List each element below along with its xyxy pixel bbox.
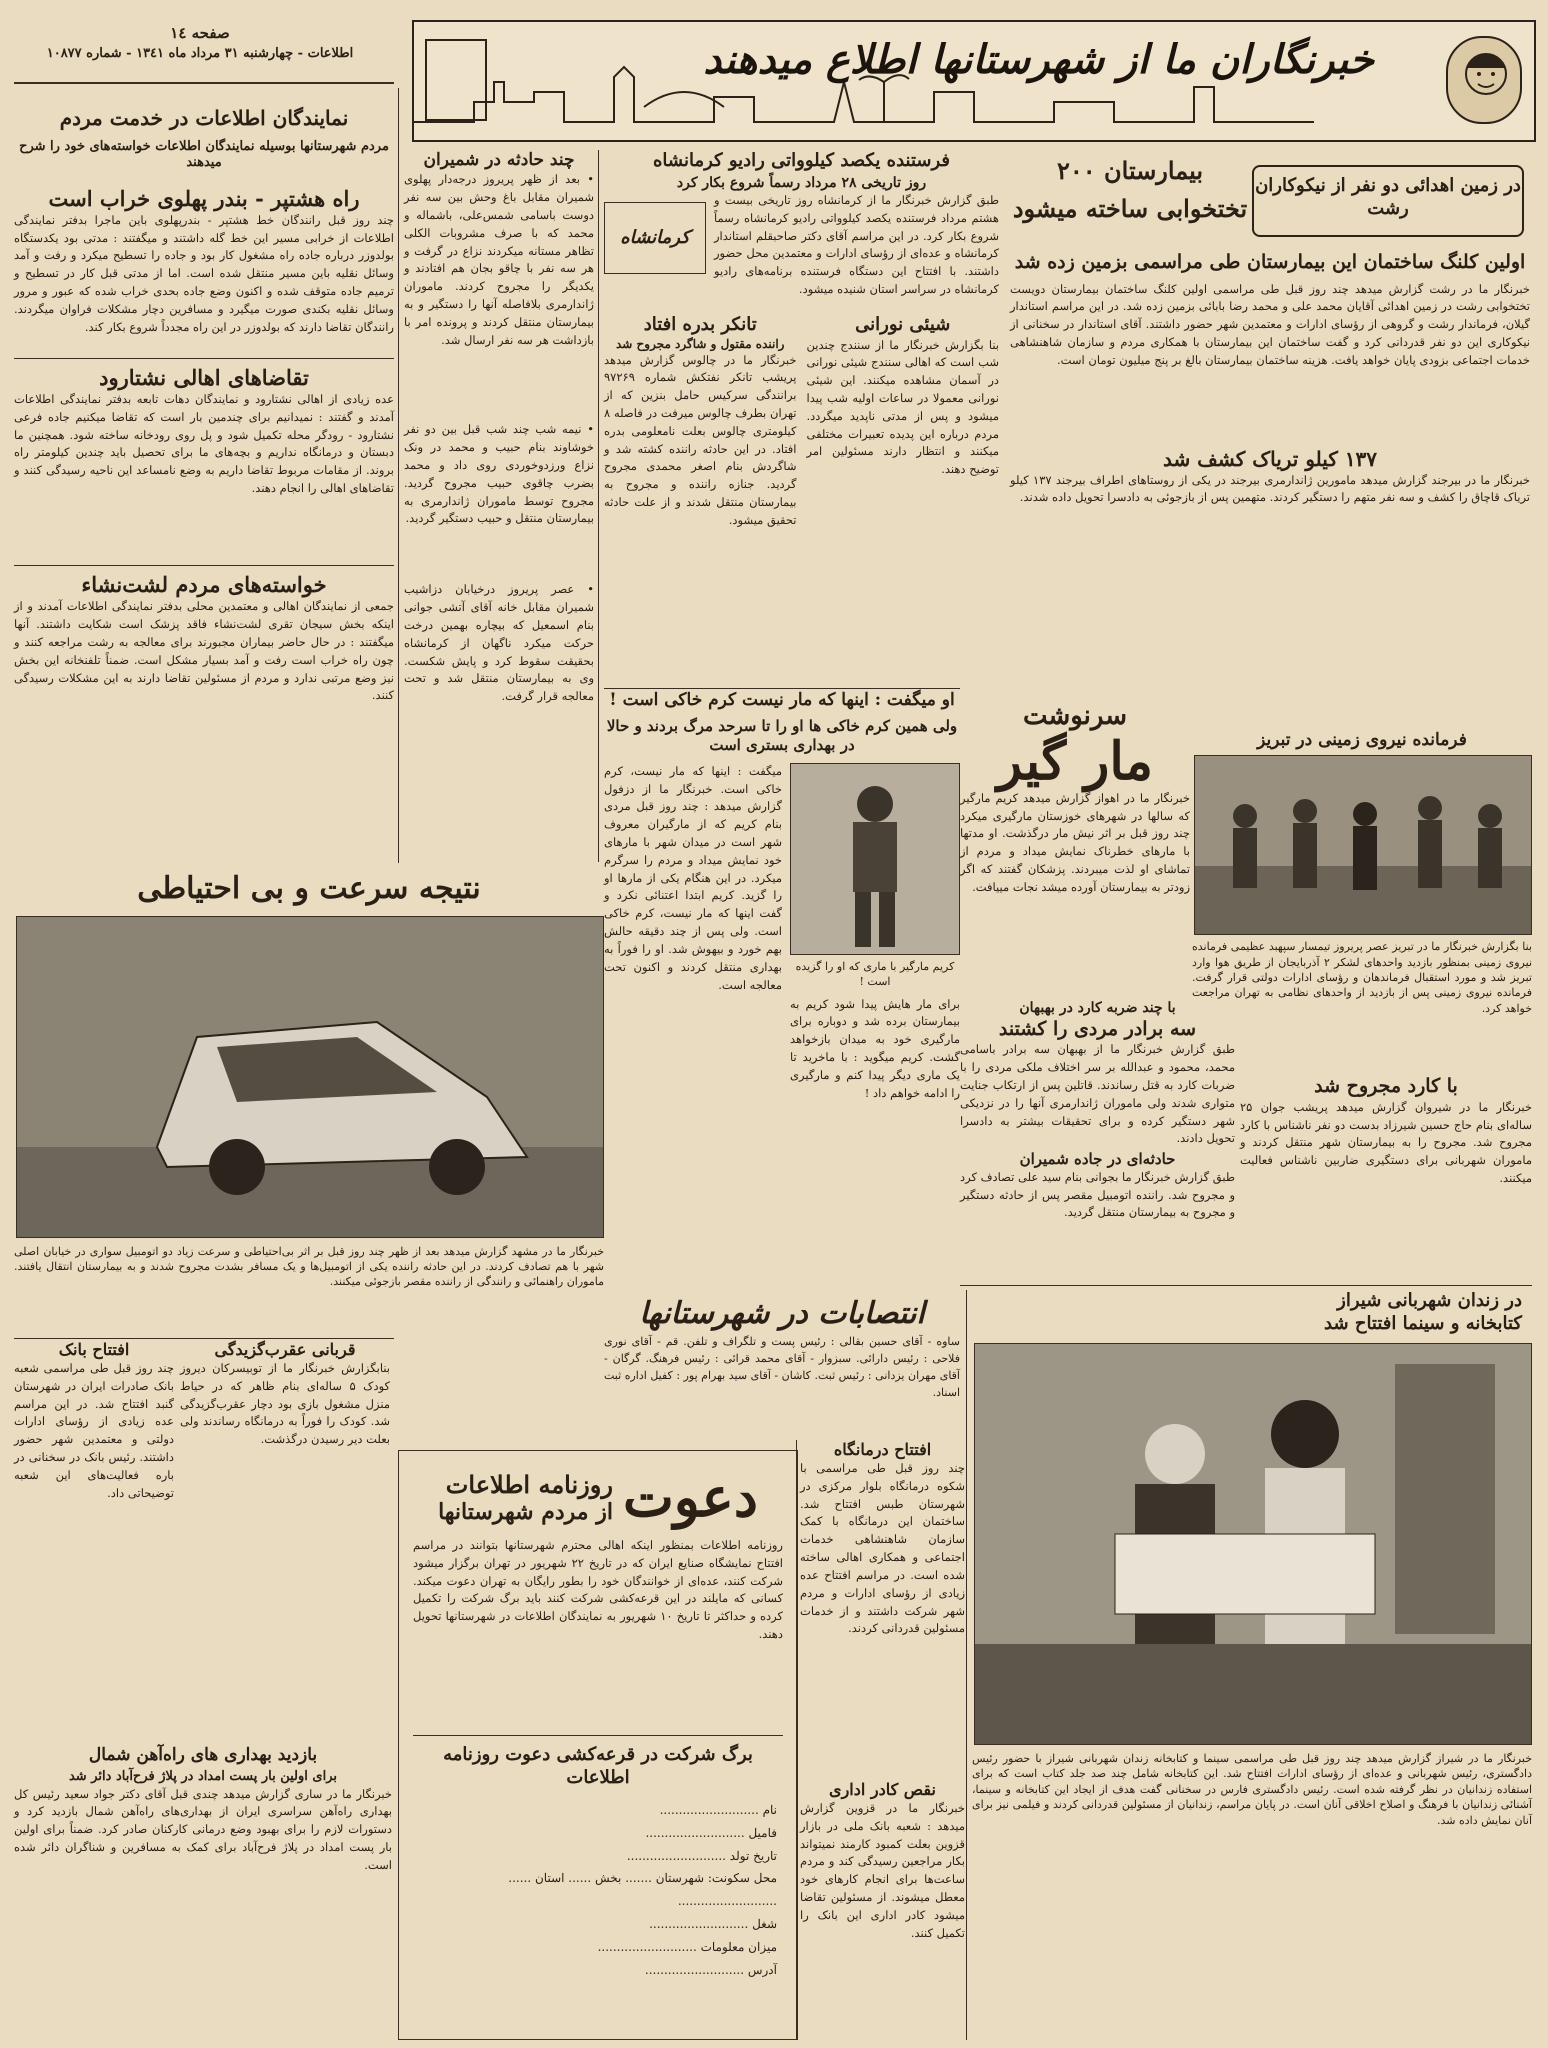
davat-form-title: برگ شرکت در قرعه‌کشی دعوت روزنامه اطلاعات bbox=[443, 1744, 753, 1788]
story-title-radio: فرستنده یکصد کیلوواتی رادیو کرمانشاه bbox=[652, 150, 951, 171]
story-title-tabriz: فرمانده نیروی زمینی در تبریز bbox=[1257, 730, 1467, 750]
ribbon-cutting-icon bbox=[975, 1344, 1531, 1744]
form-field-label: فامیل .......................... bbox=[645, 1825, 777, 1840]
story-title-bank: افتتاح بانک bbox=[58, 1340, 130, 1359]
shemiran-column bbox=[404, 150, 594, 862]
story-title-nashtarud: تقاضاهای اهالی نشتارود bbox=[99, 364, 309, 390]
story-body-rahahan: خبرنگار ما در ساری گزارش میدهد چندی قبل آقای دکتر جواد سعید رئیس کل بهداری راه‌آهن سراسری ایران از بهداری‌های راه‌آهن شمال بازدید کرد و دستورات لازم را برای بهبود وضع درمانی کارکنان صادر کرد. ضمناً برای اولین بار پست امداد در پلاژ فرح‌آباد برای کمک به مسافرین و شناگران دائر شده است. bbox=[14, 1786, 392, 1872]
story-body-taryak: خبرنگار ما در بیرجند گزارش میدهد مامورین ژاندارمری بیرجند در یکی از روستاهای اطراف بیرجند ۱۳۷ کیلو تریاک قاچاق را کشف و سه نفر متهم را دستگیر کردند. متهمین پس از بازجوئی به دادسرا تحویل داده شدند. bbox=[1010, 472, 1530, 505]
margir-block bbox=[960, 700, 1190, 1000]
story-body-shemiran-a: • بعد از ظهر پریروز درجه‌دار پهلوی شمیران مقابل باغ وحش بین سه نفر دوست باسامی شمس‌علی، باشماله و محمد که با صرف مشروبات الکلی تظاهر مستانه میکردند نزاع در گرفت و هر سه نفر با چاقو بجان هم افتادند و یکدیگر را مجروح کردند. ماموران ژاندارمری بلافاصله آنها را دستگیر و به بیمارستان منتقل کردند و پرونده امر با بازداشت هر سه نفر ارسال شد. bbox=[404, 172, 594, 347]
story-body-bebehan: طبق گزارش خبرنگار ما از بهبهان سه برادر باسامی محمد، محمود و عبدالله بر سر اختلاف ملکی مردی را با ضربات کارد به قتل رساندند. قاتلین پس از ارتکاب جنایت متواری شدند ولی ماموران ژاندارمری آنها را در نزدیکی شهر دستگیر کرده و برای تحقیقات بیشتر به دادسرا تحویل دادند. bbox=[960, 1042, 1235, 1146]
entesabat-block bbox=[604, 1295, 960, 1440]
person-figure-icon bbox=[791, 764, 959, 954]
page-number: صفحه ١٤ bbox=[170, 24, 230, 42]
officers-group-icon bbox=[1195, 756, 1531, 934]
hospital-box-title: در زمین اهدائی دو نفر از نیکوکاران رشت bbox=[1255, 175, 1521, 219]
story-title-hashtpar: راه هشتپر - بندر پهلوی خراب است bbox=[48, 185, 360, 211]
form-field-label: محل سکونت: شهرستان ....... بخش ...... استان ...... .......................... bbox=[508, 1871, 777, 1909]
story-body-darmangah: چند روز قبل طی مراسمی با شکوه درمانگاه بلوار مرکزی در شهرستان طبس افتتاح شد. ساختمان این درمانگاه با کمک سازمان شاهنشاهی خدمات اجتماعی و همکاری اهالی ساخته شده است. در مراسم افتتاح عده زیادی از رؤسای ادارات و مردم شهر شرکت داشتند و از خدمات مسئولین قدردانی کردند. bbox=[800, 1461, 965, 1636]
story-body-shemiran-c: • عصر پریروز درخیابان دزاشیب شمیران مقابل خانه آقای آتشی جوانی بنام اسمعیل که بیچاره بهمین درخت حرکت میکرد ناگهان از کرمانشاه بحقیقت سقوط کرد و پایش شکست. وی به بیمارستان منتقل شد و تحت معالجه قرار گرفت. bbox=[404, 582, 594, 704]
story-body-shey: بنا بگزارش خبرنگار ما از سنندج چندین شب است که اهالی سنندج شیئی نورانی در آسمان مشاهده میکنند. این شیئی نورانی معمولا در ساعات اولیه شب پیدا میشود و پس از مدتی ناپدید میگردد. مردم درباره این پدیده تعبیرات مختلفی میکنند و انتظار دارند مسئولین امر توضیح دهند. bbox=[806, 337, 999, 477]
masthead-title: خبرنگاران ما از شهرستانها اطلاع میدهند bbox=[703, 36, 1374, 83]
kermanshah-stamp bbox=[604, 202, 706, 274]
form-field-label: میزان معلومات .......................... bbox=[597, 1939, 777, 1954]
story-body-entesabat: ساوه - آقای حسین بقالی : رئیس پست و تلگراف و تلفن. قم - آقای نوری فلاحی : رئیس دارائی. سبزوار - آقای محمد قرائی : رئیس فرهنگ. گرگان - آقای مهران یزدانی : رئیس ثبت. کاشان - آقای سید بهرام پور : کفیل اداره ثبت اسناد. bbox=[604, 1334, 960, 1399]
story-body-bank: چند روز قبل طی مراسمی شعبه بانک صادرات ایران در شهرستان گنبد افتتاح شد. در این مراسم عده زیادی از رؤسای ادارات دولتی و معتمدین شهر حضور داشتند. رئیس بانک در سخنانی در باره فعالیت‌های این شعبه توضیحاتی داد. bbox=[14, 1361, 174, 1500]
story-body-aghrab: بنابگزارش خبرنگار ما از توبیسرکان دیروز کودک ۵ ساله‌ای بنام ظاهر که در حیاط منزل مشغول بازی بود دچار عقرب‌گزیدگی شد. کودک را فوراً به درمانگاه رساندند ولی بعلت دیر رسیدن درگذشت. bbox=[180, 1361, 390, 1447]
story-title-taryak: ۱۳۷ کیلو تریاک کشف شد bbox=[1162, 446, 1378, 471]
story-body-snake: میگفت : اینها که مار نیست، کرم خاکی است. خبرنگار ما از دزفول گزارش میدهد : چند روز قبل مردی بنام کریم که از مارگیران معروف شهر است در میدان شهر با مارهای خود نمایش میداد و مردم را سرگرم میکرد. در این هنگام یکی از مارها او را گزید. کریم ابتدا اعتنائی نکرد و گفت اینها که مار نیست، کرم خاکی است. ولی پس از چند دقیقه حالش بهم خورد و بیهوش شد. او را فوراً به بهداری منتقل کردند و اکنون تحت معالجه است. bbox=[604, 763, 782, 992]
hospital-story bbox=[1010, 150, 1530, 750]
story-title-tanker: تانکر بدره افتاد bbox=[643, 314, 757, 335]
story-body-kard: خبرنگار ما در شیروان گزارش میدهد پریشب جوان ۲۵ ساله‌ای بنام حاج حسین شیرزاد بدست دو نفر ناشناس با کارد مجروح شد. مجروح را به بیمارستان شهر منتقل کردند و ماموران شهربانی برای دستگیری ضاربین ناشناس فعالیت میکنند. bbox=[1240, 1099, 1532, 1185]
davat-body: روزنامه اطلاعات بمنظور اینکه اهالی محترم شهرستانها بتوانند در مراسم افتتاح نمایشگاه صنایع ایران که در تاریخ ۲۲ شهریور در تهران برگزار میشود شرکت کنند، عده‌ای از خوانندگان خود را بطور رایگان به تهران دعوت میکند. کسانی که مایلند در این قرعه‌کشی شرکت کنند باید برگ شرکت را تکمیل کرده و حداکثر تا تاریخ ۱۰ شهریور به نمایندگان اطلاعات در شهرستانها تحویل دهند. bbox=[413, 1538, 784, 1642]
reporter-avatar bbox=[1446, 36, 1522, 124]
section-subtitle: مردم شهرستانها بوسیله نمایندگان اطلاعات خواسته‌های خود را شرح میدهند bbox=[19, 139, 389, 171]
story-body-hospital: خبرنگار ما در رشت گزارش میدهد چند روز قبل طی مراسمی اولین کلنگ ساختمان بیمارستان دویست تختخوابی رشت در زمین اهدائی آقایان محمد علی و محمد رضا بابائی بزمین زده شد. در این مراسم استاندار گیلان، فرماندار رشت و گروهی از رؤسای ادارات و معتمدین شهر حضور داشتند. آقای استاندار در سخنانی از نیکوکاری این دو نفر قدردانی کرد و گفت ساختمان این بیمارستان با همکاری مردم و سازمان شاهنشاهی خدمات اجتماعی بزودی پایان خواهد یافت. هزینه ساختمان بیمارستان بالغ بر پنج میلیون تومان است. bbox=[1010, 281, 1530, 367]
aghrab-block bbox=[180, 1340, 390, 1740]
story-body-snake-b: برای مار هایش پیدا شود کریم به بیمارستان برده شد و دوباره برای مارگیری خود به میدان بازخواهد گشت. کریم میگوید : با ماخرید تا یک ماری دیگر پیدا کنم و مارگیری را ادامه خواهم داد ! bbox=[790, 996, 960, 1100]
davat-form bbox=[399, 1789, 797, 1991]
kermanshah-label: کرمانشاه bbox=[620, 227, 690, 248]
margir-title: مار گیر bbox=[996, 730, 1154, 792]
snake-photo-caption: کریم مارگیر با ماری که او را گزیده است ! bbox=[795, 959, 955, 989]
story-title-shemiran: چند حادثه در شمیران bbox=[423, 150, 575, 170]
story-body-radio: طبق گزارش خبرنگار ما از کرمانشاه روز تاریخی بیست و هشتم مرداد فرستنده یکصد کیلوواتی رادیو کرمانشاه رسماً شروع بکار کرد. در این مراسم آقای دکتر صاحبقلم استاندار کرمانشاه و عده‌ای از رؤسای ادارات و معتمدین محل حضور داشتند. با افتتاح این دستگاه فرستنده برنامه‌های رادیو کرمانشاه در سراسر استان شنیده میشود. bbox=[714, 193, 999, 297]
snake-charmer-photo bbox=[790, 763, 960, 955]
story-title-kard: با کارد مجروح شد bbox=[1314, 1075, 1458, 1097]
story-subtitle-rahahan: برای اولین بار پست امداد در پلاژ فرح‌آباد دائر شد bbox=[68, 1769, 337, 1785]
crash-photo bbox=[16, 916, 604, 1238]
kermanshah-column bbox=[604, 150, 999, 690]
tabriz-photo bbox=[1194, 755, 1532, 935]
story-title-shey: شیئی نورانی bbox=[855, 314, 951, 335]
form-field-label: تاریخ تولد .......................... bbox=[626, 1848, 777, 1863]
masthead bbox=[412, 20, 1536, 142]
shemiran2-block bbox=[960, 1150, 1235, 1290]
story-title-entesabat: انتصابات در شهرستانها bbox=[639, 1296, 925, 1331]
shiraz-caption: خبرنگار ما در شیراز گزارش میدهد چند روز قبل طی مراسمی سینما و کتابخانه زندان شهربانی شیراز با حضور رئیس دادگستری، رئیس شهربانی و عده‌ای از رؤسای ادارات افتتاح شد. این کتابخانه شامل چند صد جلد کتاب است که برای استفاده زندانیان در نظر گرفته شده است. رئیس دادگستری فارس در سخنانی گفت هدف از ایجاد این کتابخانه و سینما، آشنائی زندانیان با فرهنگ و اصلاح اخلاقی آنان است. در پایان مراسم، زندانیان از مسئولین قدردانی کردند و فیلمی نیز برای آنان نمایش داده شد. bbox=[972, 1752, 1532, 1827]
davat-header-small: روزنامه اطلاعات bbox=[445, 1469, 613, 1499]
story-subtitle-tanker: راننده مقتول و شاگرد مجروح شد bbox=[616, 336, 785, 351]
story-body-lasht: جمعی از نمایندگان اهالی و معتمدین محلی بدفتر نمایندگی اطلاعات آمدند و از اینکه بخش سیجان تقری لشت‌نشاء فاقد پزشک است شکایت داشتند. آنها میگفتند : در حال حاضر بیماران مجبورند برای معالجه به رشت مراجعه کنند و چون راه خراب است رفت و آمد بسیار مشکل است. ضمناً تلفنخانه این بخش نیز وضع مرتبی ندارد و مردم از مسئولین تقاضا دارند به این مشکلات رسیدگی کنند. bbox=[14, 599, 394, 703]
bank-block bbox=[14, 1340, 174, 1740]
story-title-shemiran2: حادثه‌ای در جاده شمیران bbox=[1019, 1150, 1176, 1168]
story-title-snake-b: ولی همین کرم خاکی ها او را تا سرحد مرگ بردند و حالا در بهداری بستری است bbox=[606, 717, 958, 754]
davat-subtitle: از مردم شهرستانها bbox=[438, 1498, 613, 1525]
shiraz-block bbox=[972, 1290, 1532, 2040]
form-field-label: نام .......................... bbox=[659, 1803, 777, 1817]
story-title-aghrab: قربانی عقرب‌گزیدگی bbox=[214, 1340, 356, 1359]
story-title-shiraz-b: کتابخانه و سینما افتتاح شد bbox=[1324, 1312, 1522, 1334]
dateline-block bbox=[14, 24, 386, 80]
form-field-label: آدرس .......................... bbox=[644, 1962, 777, 1977]
kadr-block bbox=[800, 1780, 965, 2040]
story-subtitle-radio: روز تاریخی ۲۸ مرداد رسماً شروع بکار کرد bbox=[676, 174, 927, 191]
story-body-shemiran2: طبق گزارش خبرنگار ما بجوانی بنام سید علی تصادف کرد و مجروح شد. راننده اتومبیل مقصر پس از حادثه دستگیر و مجروح به بیمارستان منتقل گردید. bbox=[960, 1169, 1235, 1220]
crash-block bbox=[14, 870, 604, 1340]
form-field-label: شغل .......................... bbox=[649, 1916, 777, 1931]
tabriz-caption: بنا بگزارش خبرنگار ما در تبریز عصر پریروز تیمسار سپهبد عظیمی فرمانده نیروی زمینی بمنظور بازدید واحدهای لشکر ۲ آذربایجان از طریق هوا وارد تبریز شد و مورد استقبال فرماندهان و رؤسای ادارات دولتی قرار گرفت. فرمانده نیروی زمینی پس از بازدید از واحدهای نظامی به تهران مراجعت خواهد کرد. bbox=[1192, 940, 1533, 1015]
dateline: اطلاعات - چهارشنبه ٣١ مرداد ماه ١٣٤١ - شماره ١٠٨٧٧ bbox=[46, 46, 354, 61]
tabriz-block bbox=[1192, 730, 1532, 1130]
margir-body: خبرنگار ما در اهواز گزارش میدهد کریم مارگیر که سالها در شهرهای خوزستان مارگیری میکرد چند روز قبل بر اثر نیش مار درگذشت. او مدتها با مارهای خطرناک نمایش میداد و مردم از تماشای او لذت میبردند. پزشکان گفتند که اگر زودتر به بیمارستان آورده میشد نجات مییافت. bbox=[960, 790, 1190, 894]
story-title-bebehan-a: با چند ضربه کارد در بهبهان bbox=[1019, 1000, 1176, 1016]
left-column bbox=[14, 88, 394, 863]
story-title-kadr: نقص کادر اداری bbox=[829, 1780, 936, 1799]
story-title-hospital: بیمارستان ۲۰۰ تختخوابی ساخته میشود bbox=[1012, 156, 1248, 224]
rahahan-block bbox=[14, 1745, 392, 2040]
story-body-nashtarud: عده زیادی از اهالی نشتارود و نمایندگان دهات تابعه بدفتر نمایندگی اطلاعات آمدند و گفتند : نمیدانیم برای چندمین بار است که تقاضا میکنیم جاده فرعی نشتارود - رودگر محله تکمیل شود و پل روی رودخانه ساخته شود. همچنین ما دبستان و درمانگاه نداریم و بچه‌های ما برای تحصیل باید چندین کیلومتر راه بروند. از مقامات مربوط تقاضا داریم به وضع نامساعد این ناحیه رسیدگی کنند و تقاضاهای اهالی را انجام دهند. bbox=[14, 392, 394, 496]
snake-story bbox=[604, 690, 960, 1290]
story-title-shiraz: در زندان شهربانی شیراز bbox=[1337, 1290, 1522, 1311]
davat-big-word: دعوت bbox=[622, 1465, 758, 1529]
davat-block bbox=[398, 1450, 798, 2040]
story-title-lasht: خواسته‌های مردم لشت‌نشاء bbox=[81, 572, 327, 597]
shiraz-photo bbox=[974, 1343, 1532, 1745]
story-title-rahahan: بازدید بهداری های راه‌آهن شمال bbox=[88, 1745, 318, 1765]
story-title-bebehan-b: سه برادر مردی را کشتند bbox=[998, 1017, 1197, 1040]
story-title-crash: نتیجه سرعت و بی احتیاطی bbox=[137, 871, 481, 906]
story-body-hashtpar: چند روز قبل رانندگان خط هشتپر - بندرپهلوی باین ماجرا بدفتر نمایندگی اطلاعات از خرابی مسیر این خط گله داشتند و میگفتند : مدتی بود یکدستگاه بولدوزر درباره جاده راه مشغول کار بود و جاده را تسطیح میکرد و رفت و آمد وسائل نقلیه باین مسیر منتقل شده است. اما از مدتی قبل کار در تسطیح و ترمیم جاده متوقف شده و اکنون وضع جاده بحدی خراب شده که عبور و مرور وسائل نقلیه بکندی صورت میگیرد و مسافرین دچار مشکلات فراوان میگردند. رانندگان تقاضا دارند که بولدوزر در این راه مجدداً شروع بکار کند. bbox=[14, 212, 394, 334]
story-body-tanker: خبرنگار ما در چالوس گزارش میدهد پریشب تانکر نفتکش شماره ۹۷۲۶۹ برانندگی سرکیس حامل بنزین که از تهران بطرف چالوس میرفت در فاصله ۸ کیلومتری چالوس بعلت نامعلومی بدره افتاد. در این حادثه راننده کشته شد و شاگردش بنام اصغر محمدی مجروح گردید. جنازه راننده و مجروح به بیمارستان منتقل شدند و از علت حادثه تحقیق میشود. bbox=[604, 352, 797, 527]
wrecked-car-icon bbox=[17, 917, 603, 1237]
story-body-shemiran-b: • نیمه شب چند شب قبل بین دو نفر خوشاوند بنام حبیب و محمد در ونک نزاع ورزدوخوردی روی داد و محمد بضرب چاقوی حبیب مجروح گردید. مجروح توسط ماموران ژاندارمری به بیمارستان منتقل و حبیب دستگیر گردید. bbox=[404, 422, 594, 526]
face-icon bbox=[1452, 38, 1520, 118]
section-title: نمایندگان اطلاعات در خدمت مردم bbox=[59, 106, 349, 130]
story-title-darmangah: افتتاح درمانگاه bbox=[833, 1440, 932, 1459]
kard-block bbox=[1240, 1075, 1532, 1275]
darmangah-block bbox=[800, 1440, 965, 1770]
crash-caption: خبرنگار ما در مشهد گزارش میدهد بعد از ظهر چند روز قبل بر اثر بی‌احتیاطی و سرعت زیاد دو اتومبیل سواری در خیابان اصلی شهر با هم تصادف کردند. در این حادثه راننده یکی از اتومبیل‌ها و یک مسافر بشدت مجروح شدند و به بیمارستان انتقال یافتند. ماموران راهنمائی و رانندگی از راننده مقصر بازجوئی میکنند. bbox=[14, 1244, 604, 1289]
sarnevesht-title: سرنوشت bbox=[1022, 701, 1128, 731]
bebehan-block bbox=[960, 1000, 1235, 1150]
story-title-snake-a: او میگفت : اینها که مار نیست کرم خاکی است ! bbox=[609, 690, 955, 710]
story-body-kadr: خبرنگار ما در قزوین گزارش میدهد : شعبه بانک ملی در بازار قزوین بعلت کمبود کارمند نمیتواند بکار مراجعین رسیدگی کند و مردم ساعت‌ها برای انجام کارهای خود معطل میشوند. از مسئولین تقاضا میشود کادر اداری این بانک را تکمیل کنند. bbox=[800, 1801, 965, 1940]
story-subtitle-hospital: اولین کلنگ ساختمان این بیمارستان طی مراسمی بزمین زده شد bbox=[1014, 250, 1526, 273]
